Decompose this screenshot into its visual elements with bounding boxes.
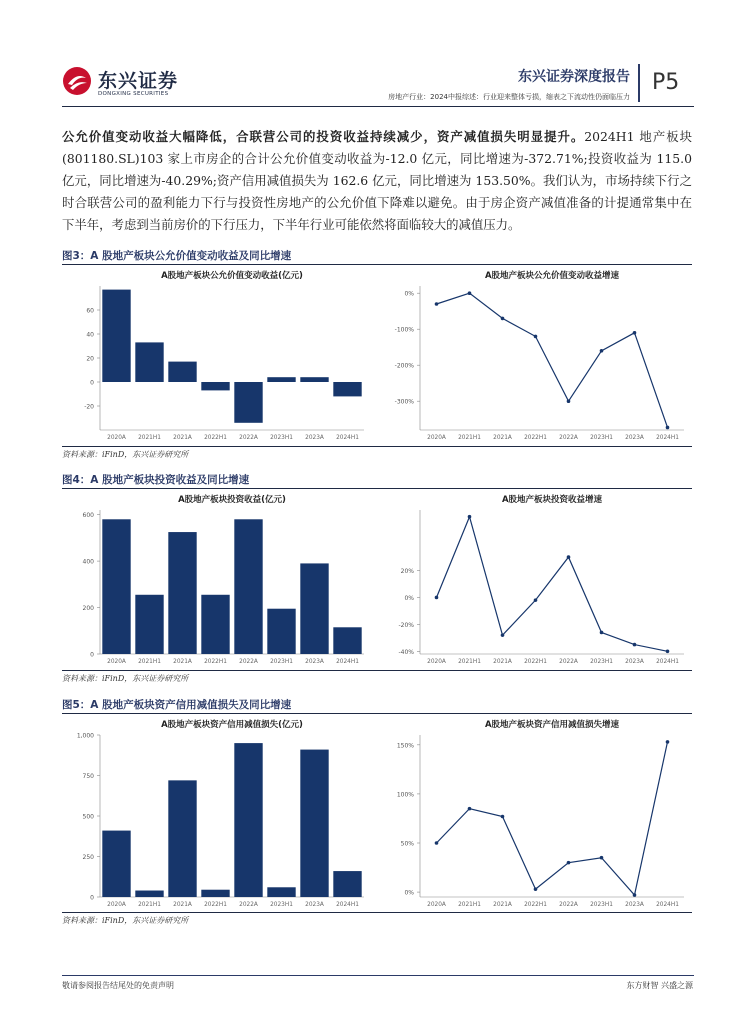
chart-5-xtick-label: 2020A	[427, 902, 446, 908]
chart-5-point	[567, 861, 571, 865]
chart-5-point	[600, 856, 604, 860]
chart-4-xtick-label: 2023H1	[270, 902, 293, 908]
chart-2-xtick-label: 2021A	[173, 659, 192, 665]
chart-3-ytick-label: 20%	[400, 568, 414, 576]
chart-2-bar	[102, 519, 130, 654]
chart-5-title: A股地产板块资产信用减值损失增速	[484, 720, 620, 730]
chart-1-xtick-label: 2020A	[427, 435, 446, 441]
chart-4-bar	[135, 891, 163, 897]
chart-3-ytick-label: -40%	[398, 648, 414, 656]
header-subtitle: 房地产行业：2024中报综述：行业迎来整体亏损，缩表之下流动性仍面临压力	[388, 93, 630, 101]
figure-5-source: 资料来源：iFinD，东兴证券研究所	[62, 916, 189, 925]
chart-3-point	[600, 631, 604, 635]
chart-2-xtick-label: 2024H1	[336, 659, 359, 665]
figure-3-bottom-rule	[62, 446, 692, 447]
figure-5-line-chart	[382, 715, 692, 911]
chart-4-ytick-label: 500	[82, 813, 94, 821]
chart-5-point	[501, 815, 505, 819]
figure-3-rule	[62, 264, 692, 265]
chart-3-xtick-label: 2023H1	[590, 659, 613, 665]
chart-4-bar	[300, 750, 328, 897]
paragraph-body: 2024H1 地产板块(801180.SL)103 家上市房企的合计公允价值变动收益为-12.0 亿元，同比增速为-372.71%;投资收益为 115.0 亿元，同比增速为-40.29%;资产信用减值损失为 162.6 亿元，同比增速为 153.50%。我们认为，市场持续下行之时合联营公司的盈利能力下行与投资性房地产的公允价值下降难以避免。由于房企资产减值准备的计提通常集中在下半年，考虑到当前房价的下行压力，下半年行业可能依然将面临较大的减值压力。	[62, 129, 692, 232]
chart-4-xtick-label: 2020A	[107, 902, 126, 908]
chart-3-xtick-label: 2022H1	[524, 659, 547, 665]
chart-3-xtick-label: 2022A	[559, 659, 578, 665]
chart-4-ytick-label: 1,000	[76, 732, 94, 740]
chart-1-xtick-label: 2022H1	[524, 435, 547, 441]
chart-0-xtick-label: 2024H1	[336, 435, 359, 441]
chart-1-point	[633, 331, 637, 335]
chart-3-point	[633, 643, 637, 647]
figure-3-source: 资料来源：iFinD，东兴证券研究所	[62, 450, 189, 459]
chart-5-xtick-label: 2021H1	[458, 902, 481, 908]
chart-3-ytick-label: -20%	[398, 621, 414, 629]
chart-0-bar	[234, 382, 262, 423]
chart-1-xtick-label: 2021A	[493, 435, 512, 441]
chart-2-xtick-label: 2022H1	[204, 659, 227, 665]
chart-3-xtick-label: 2023A	[625, 659, 644, 665]
chart-5-xtick-label: 2022A	[559, 902, 578, 908]
chart-1-series-line	[437, 293, 668, 427]
chart-0-bar	[102, 290, 130, 382]
chart-1-xtick-label: 2022A	[559, 435, 578, 441]
chart-3-point	[435, 596, 439, 600]
figure-4-line-chart	[382, 490, 692, 668]
chart-0-xtick-label: 2021H1	[138, 435, 161, 441]
chart-0-bar	[201, 382, 229, 390]
chart-1-title: A股地产板块公允价值变动收益增速	[484, 271, 620, 281]
chart-1-ytick-label: 0%	[404, 290, 414, 298]
chart-4-bar	[102, 831, 130, 897]
logo-text-cn: 东兴证券	[98, 70, 179, 92]
chart-4-title: A股地产板块资产信用减值损失(亿元)	[161, 720, 303, 730]
chart-3-point	[666, 650, 670, 654]
chart-4-xtick-label: 2022A	[239, 902, 258, 908]
logo-text-en: DONGXING SECURITIES	[98, 91, 169, 97]
chart-2-ytick-label: 0	[90, 651, 94, 659]
chart-3-xtick-label: 2024H1	[656, 659, 679, 665]
chart-5-ytick-label: 50%	[400, 840, 414, 848]
chart-1-xtick-label: 2021H1	[458, 435, 481, 441]
chart-4-bar	[333, 871, 361, 897]
figure-4-source: 资料来源：iFinD，东兴证券研究所	[62, 674, 189, 683]
chart-5-point	[633, 893, 637, 897]
chart-1-point	[666, 426, 670, 430]
chart-2-bar	[168, 532, 196, 654]
chart-0-title: A股地产板块公允价值变动收益(亿元)	[161, 271, 303, 281]
chart-5-xtick-label: 2021A	[493, 902, 512, 908]
chart-4-ytick-label: 250	[82, 854, 94, 861]
chart-5-ytick-label: 0%	[404, 889, 414, 897]
chart-1-point	[468, 291, 472, 295]
chart-0-ytick-label: 20	[86, 355, 94, 363]
chart-5-point	[435, 841, 439, 845]
chart-3-point	[534, 598, 538, 602]
chart-4-bar	[267, 887, 295, 897]
chart-0-xtick-label: 2022H1	[204, 435, 227, 441]
chart-1-point	[534, 335, 538, 339]
chart-0-xtick-label: 2023A	[305, 435, 324, 441]
chart-0-xtick-label: 2023H1	[270, 435, 293, 441]
chart-2-xtick-label: 2023A	[305, 659, 324, 665]
chart-3-ytick-label: 0%	[404, 594, 414, 602]
chart-3-point	[468, 515, 472, 519]
chart-0-xtick-label: 2022A	[239, 435, 258, 441]
figure-4-rule	[62, 488, 692, 489]
chart-5-xtick-label: 2023A	[625, 902, 644, 908]
chart-2-ytick-label: 200	[82, 605, 94, 613]
chart-2-xtick-label: 2023H1	[270, 659, 293, 665]
chart-1-ytick-label: -200%	[394, 362, 414, 370]
chart-4-bar	[168, 780, 196, 897]
chart-4-xtick-label: 2023A	[305, 902, 324, 908]
chart-0-ytick-label: -20	[84, 403, 94, 411]
page-number: P5	[652, 70, 680, 95]
chart-0-ytick-label: 40	[86, 331, 94, 339]
header-rule	[62, 106, 694, 107]
chart-0-xtick-label: 2020A	[107, 435, 126, 441]
chart-4-xtick-label: 2021A	[173, 902, 192, 908]
chart-1-xtick-label: 2023H1	[590, 435, 613, 441]
chart-3-series-line	[437, 517, 668, 652]
figure-3-line-chart	[382, 266, 692, 444]
chart-2-bar	[300, 563, 328, 654]
report-title: 东兴证券深度报告	[518, 69, 630, 85]
chart-3-xtick-label: 2020A	[427, 659, 446, 665]
footer-slogan: 东方财智 兴盛之源	[626, 981, 693, 990]
chart-5-xtick-label: 2022H1	[524, 902, 547, 908]
figure-5-bottom-rule	[62, 912, 692, 913]
chart-5-xtick-label: 2023H1	[590, 902, 613, 908]
chart-1-point	[501, 317, 505, 321]
chart-5-ytick-label: 150%	[396, 742, 414, 750]
chart-4-bar	[234, 743, 262, 897]
chart-2-bar	[267, 609, 295, 654]
chart-3-xtick-label: 2021A	[493, 659, 512, 665]
figure-3-title: 图3：A 股地产板块公允价值变动收益及同比增速	[62, 250, 292, 262]
chart-5-ytick-label: 100%	[396, 791, 414, 799]
chart-0-bar	[168, 362, 196, 382]
header-divider	[638, 64, 640, 102]
chart-0-bar	[333, 382, 361, 396]
chart-1-ytick-label: -300%	[394, 398, 414, 406]
chart-2-ytick-label: 600	[82, 512, 94, 520]
paragraph-lead: 公允价值变动收益大幅降低，合联营公司的投资收益持续减少，资产减值损失明显提升。	[62, 129, 585, 144]
figure-4-bar-chart	[62, 490, 372, 668]
footer-rule	[62, 975, 694, 976]
chart-4-bar	[201, 890, 229, 897]
chart-0-bar	[135, 342, 163, 382]
chart-2-title: A股地产板块投资收益(亿元)	[178, 495, 286, 505]
chart-3-point	[501, 633, 505, 637]
chart-2-xtick-label: 2022A	[239, 659, 258, 665]
figure-4-title: 图4：A 股地产板块投资收益及同比增速	[62, 474, 250, 486]
chart-3-xtick-label: 2021H1	[458, 659, 481, 665]
chart-0-bar	[300, 377, 328, 382]
chart-5-xtick-label: 2024H1	[656, 902, 679, 908]
chart-0-ytick-label: 0	[90, 379, 94, 387]
chart-5-point	[666, 740, 670, 744]
chart-4-ytick-label: 750	[82, 773, 94, 780]
body-paragraph	[62, 126, 692, 236]
dongxing-logo-icon	[62, 66, 92, 96]
chart-1-point	[435, 302, 439, 306]
chart-2-bar	[234, 519, 262, 654]
chart-5-point	[534, 887, 538, 891]
chart-1-ytick-label: -100%	[394, 326, 414, 334]
chart-1-xtick-label: 2024H1	[656, 435, 679, 441]
chart-2-bar	[201, 595, 229, 654]
chart-4-ytick-label: 0	[90, 894, 94, 902]
footer-disclaimer: 敬请参阅报告结尾处的免责声明	[62, 981, 174, 990]
chart-3-title: A股地产板块投资收益增速	[501, 495, 603, 505]
chart-4-xtick-label: 2021H1	[138, 902, 161, 908]
chart-2-xtick-label: 2021H1	[138, 659, 161, 665]
figure-3-bar-chart	[62, 266, 372, 444]
figure-5-title: 图5：A 股地产板块资产信用减值损失及同比增速	[62, 699, 292, 711]
figure-4-bottom-rule	[62, 670, 692, 671]
chart-1-point	[600, 349, 604, 353]
chart-2-bar	[333, 627, 361, 654]
figure-5-bar-chart	[62, 715, 372, 911]
chart-1-point	[567, 399, 571, 403]
chart-4-xtick-label: 2022H1	[204, 902, 227, 908]
chart-0-bar	[267, 377, 295, 382]
chart-4-xtick-label: 2024H1	[336, 902, 359, 908]
chart-2-ytick-label: 400	[82, 558, 94, 566]
chart-3-point	[567, 555, 571, 559]
chart-5-series-line	[437, 742, 668, 895]
chart-0-ytick-label: 60	[86, 307, 94, 315]
chart-1-xtick-label: 2023A	[625, 435, 644, 441]
chart-2-bar	[135, 595, 163, 654]
chart-2-xtick-label: 2020A	[107, 659, 126, 665]
chart-5-point	[468, 807, 472, 811]
chart-0-xtick-label: 2021A	[173, 435, 192, 441]
figure-5-rule	[62, 713, 692, 714]
